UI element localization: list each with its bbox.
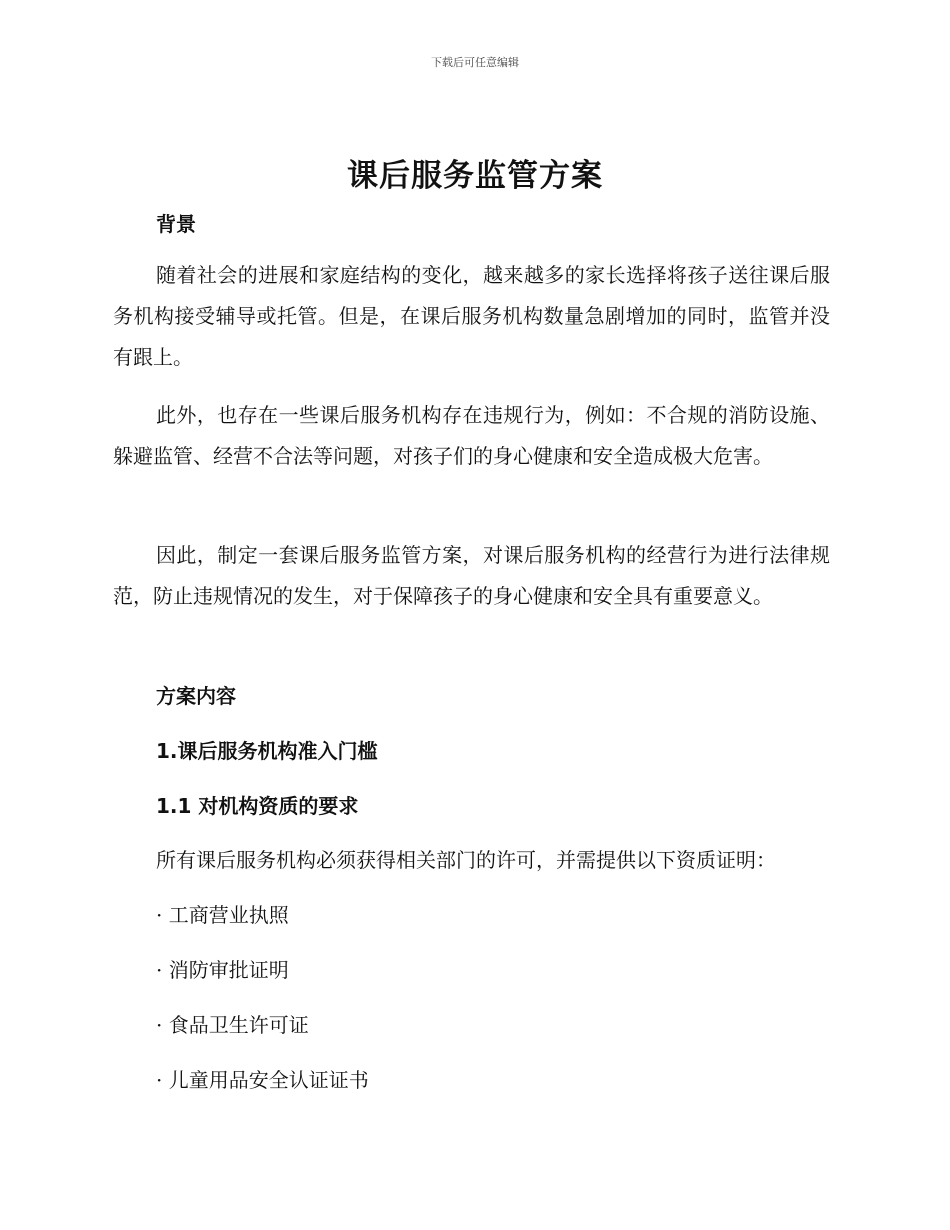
document-title: 课后服务监管方案 xyxy=(347,158,603,194)
list-item: · 消防审批证明 xyxy=(156,958,289,982)
background-heading: 背景 xyxy=(156,212,196,236)
header-note: 下载后可任意编辑 xyxy=(431,56,519,69)
sub-heading-1: 1.课后服务机构准入门槛 xyxy=(156,739,378,763)
list-item: · 食品卫生许可证 xyxy=(156,1013,309,1037)
paragraph-3: 因此，制定一套课后服务监管方案，对课后服务机构的经营行为进行法律规范，防止违规情况的发生，对于保障孩子的身心健康和安全具有重要意义。 xyxy=(113,543,830,608)
list-item: · 工商营业执照 xyxy=(156,903,289,927)
sub-heading-1-1: 1.1 对机构资质的要求 xyxy=(156,794,359,818)
paragraph-1: 随着社会的进展和家庭结构的变化，越来越多的家长选择将孩子送往课后服务机构接受辅导或托管。但是，在课后服务机构数量急剧增加的同时，监管并没有跟上。 xyxy=(113,263,830,369)
requirement-intro: 所有课后服务机构必须获得相关部门的许可，并需提供以下资质证明： xyxy=(156,848,776,872)
paragraph-2: 此外，也存在一些课后服务机构存在违规行为，例如：不合规的消防设施、躲避监管、经营不合法等问题，对孩子们的身心健康和安全造成极大危害。 xyxy=(113,403,830,468)
plan-heading: 方案内容 xyxy=(156,684,236,708)
list-item: · 儿童用品安全认证证书 xyxy=(156,1068,369,1092)
